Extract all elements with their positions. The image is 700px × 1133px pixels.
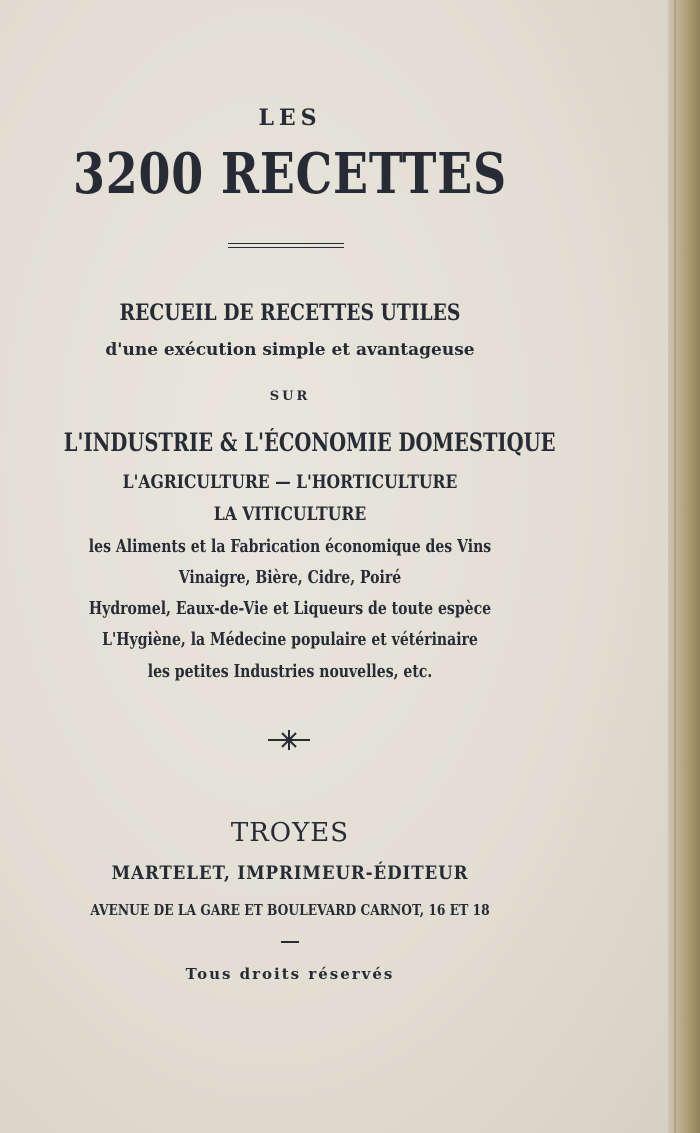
topic-line: Vinaigre, Bière, Cidre, Poiré — [178, 567, 402, 588]
topic-main: L'INDUSTRIE & L'ÉCONOMIE DOMESTIQUE — [63, 428, 556, 457]
sur-label: SUR — [269, 389, 311, 404]
topic-line: les Aliments et la Fabrication économique des Vins — [88, 536, 492, 557]
title-divider — [228, 243, 344, 248]
city: TROYES — [230, 818, 350, 848]
asterisk-ornament-icon — [268, 726, 310, 754]
subtitle: RECUEIL DE RECETTES UTILES — [119, 300, 461, 326]
tagline: d'une exécution simple et avantageuse — [105, 340, 475, 360]
publisher-address: AVENUE DE LA GARE ET BOULEVARD CARNOT, 16 ET 18 — [90, 901, 490, 919]
title-prefix: LES — [258, 105, 322, 131]
topic-line: LA VITICULTURE — [213, 503, 367, 525]
rights-notice: Tous droits réservés — [185, 965, 395, 983]
page-edge — [668, 0, 700, 1133]
topic-line: Hydromel, Eaux-de-Vie et Liqueurs de toute espèce — [88, 598, 492, 619]
topic-line: L'AGRICULTURE — L'HORTICULTURE — [122, 471, 458, 493]
publisher: MARTELET, IMPRIMEUR-ÉDITEUR — [111, 862, 469, 884]
topic-line: les petites Industries nouvelles, etc. — [147, 661, 433, 682]
imprint-divider — [281, 941, 299, 943]
book-title: 3200 RECETTES — [72, 141, 508, 207]
topic-line: L'Hygiène, la Médecine populaire et vétérinaire — [102, 629, 478, 650]
